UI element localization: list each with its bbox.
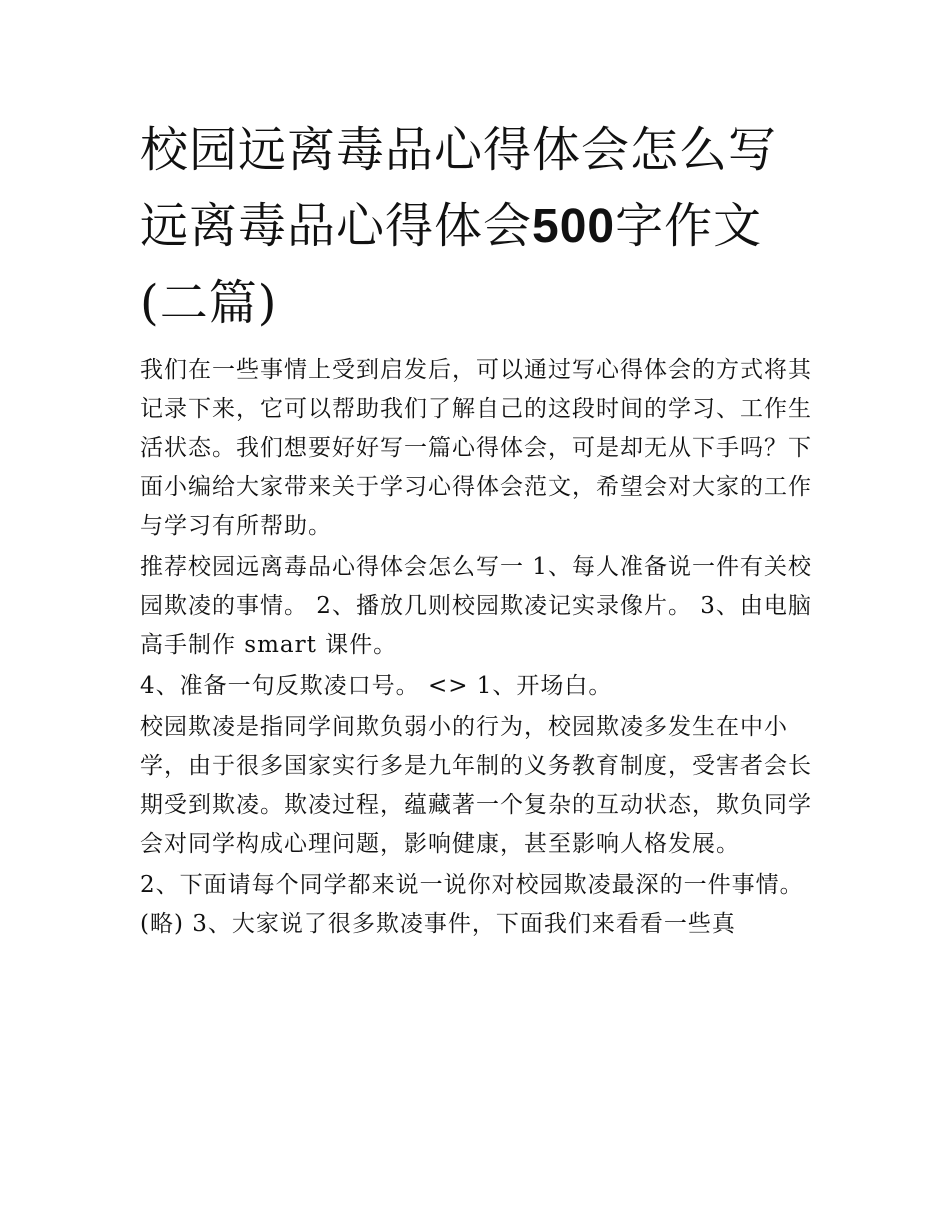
discussion-paragraph: 2、下面请每个同学都来说一说你对校园欺凌最深的一件事情。(略) 3、大家说了很多欺凌事件，下面我们来看看一些真 xyxy=(140,872,804,937)
title-text-part2: 字作文(二篇) xyxy=(140,198,763,331)
intro-paragraph: 我们在一些事情上受到启发后，可以通过写心得体会的方式将其记录下来，它可以帮助我们了解自己的这段时间的学习、工作生活状态。我们想要好好写一篇心得体会，可是却无从下手吗？下面小编给大家带来关于学习心得体会范文，希望会对大家的工作与学习有所帮助。 xyxy=(140,357,812,539)
title-text-part1: 校园远离毒品心得体会怎么写远离毒品心得体会 xyxy=(140,122,778,254)
definition-paragraph: 校园欺凌是指同学间欺负弱小的行为，校园欺凌多发生在中小学，由于很多国家实行多是九年制的义务教育制度，受害者会长期受到欺凌。欺凌过程，蕴藏著一个复杂的互动状态，欺负同学会对同学构成心理问题，影响健康，甚至影响人格发展。 xyxy=(140,714,812,857)
document-body xyxy=(140,112,820,946)
document-title xyxy=(140,112,820,341)
title-number: 500 xyxy=(532,200,616,253)
slogan-paragraph: 4、准备一句反欺凌口号。 <> 1、开场白。 xyxy=(140,673,613,699)
recommend-paragraph: 推荐校园远离毒品心得体会怎么写一 1、每人准备说一件有关校园欺凌的事情。 2、播放几则校园欺凌记实录像片。 3、由电脑高手制作 smart 课件。 xyxy=(140,554,812,658)
